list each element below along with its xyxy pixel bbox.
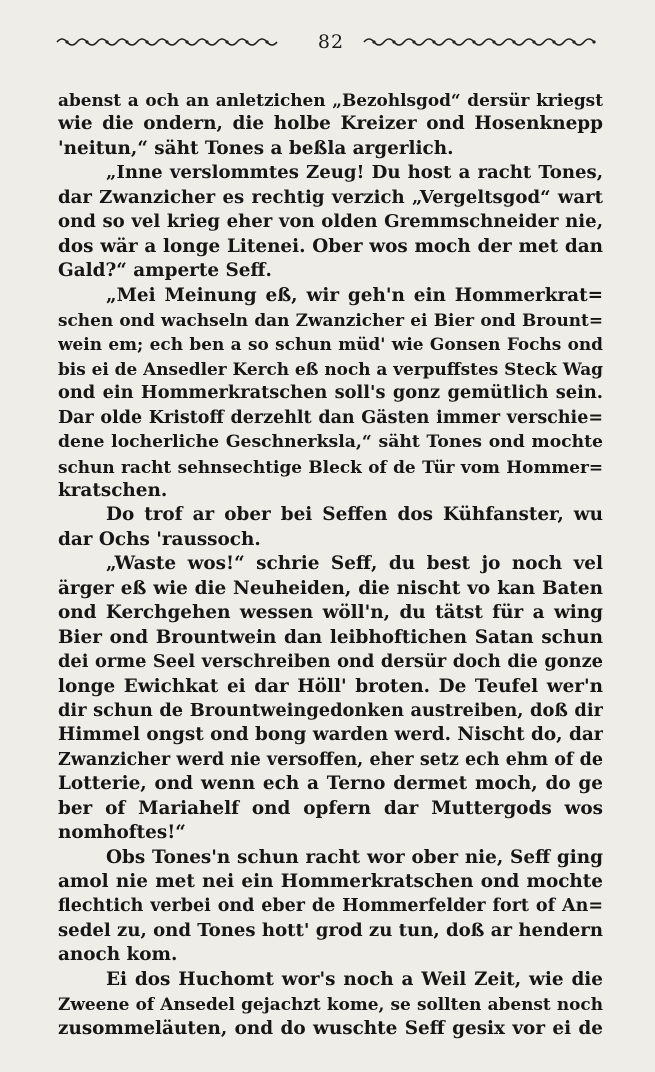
page-header [55,28,607,56]
text-line: amol nie met nei ein Hommerkratschen ond mochte [58,871,603,892]
text-line: Dar olde Kristoff derzehlt dan Gästen immer verschie= [58,407,603,428]
right-ornament-icon [362,37,607,47]
text-line: wie die ondern, die holbe Kreizer ond Hosenknepp [58,113,603,135]
text-line: anoch kom. [58,944,178,966]
text-line: schen ond wachseln dan Zwanzicher ei Bier ond Brount= [58,309,603,330]
text-line: zusommeläuten, ond do wuschte Seff gesix vor ei de [58,1017,603,1039]
text-line: Gald?“ amperte Seff. [58,260,272,282]
text-line: ond Kerchgehen wessen wöll'n, du tätst für a wing [58,602,603,624]
text-line: „Mei Meinung eß, wir geh'n ein Hommerkrat= [106,284,603,306]
text-line: Zwanzicher werd nie versoffen, eher setz ech ehm of de [58,749,603,770]
text-line: dir schun de Brountweingedonken austreiben, doß dir [58,699,603,721]
text-line: Ei dos Huchomt wor's noch a Weil Zeit, wie die [106,968,603,990]
text-line: dene locherliche Geschnerksla,“ säht Tones ond mochte [58,432,603,453]
text-line: longe Ewichkat ei dar Höll' broten. De Teufel wer'n [58,675,603,697]
text-line: dar Ochs 'raussoch. [58,528,261,550]
text-line: ärger eß wie die Neuheiden, die nischt vo kan Baten [58,577,603,599]
text-line: Zweene of Ansedel gejachzt kome, se sollten abenst noch [58,994,603,1015]
text-line: schun racht sehnsechtige Bleck of de Tür vom Hommer= [58,456,603,477]
text-line: „Waste wos!“ schrie Seff, du best jo noch vel [106,553,603,575]
text-line: Himmel ongst ond bong warden werd. Nischt do, dar [58,724,603,746]
text-line: nomhoftes!“ [58,822,186,844]
text-line: Obs Tones'n schun racht wor ober nie, Seff ging [106,846,603,868]
text-line: ond so vel krieg eher von olden Gremmschneider nie, [58,211,603,233]
text-line: wein em; ech ben a so schun müd' wie Gonsen Fochs ond [58,334,603,355]
text-line: Lotterie, ond wenn ech a Terno dermet moch, do ge [58,773,603,795]
text-line: dos wär a longe Litenei. Ober wos moch der met dan [58,235,603,257]
text-line: dei orme Seel verschreiben ond dersür doch die gonze [58,651,603,673]
text-line: dar Zwanzicher es rechtig verzich „Vergeltsgod“ wart [58,186,603,208]
text-line: flechtich verbei ond eber de Hommerfelder fort of An= [58,896,603,917]
text-line: Do trof ar ober bei Seffen dos Kühfanster, wu [106,504,603,526]
text-line: ber of Mariahelf ond opfern dar Muttergods wos [58,797,603,819]
text-line: kratschen. [58,480,168,501]
text-line: „Inne verslommtes Zeug! Du host a racht Tones, [106,162,603,184]
text-line: sedel zu, ond Tones hott' grod zu tun, doß ar hendern [58,919,603,941]
text-line: bis ei de Ansedler Kerch eß noch a verpuffstes Steck Wag [58,358,603,379]
text-line: Bier ond Brountwein dan leibhoftichen Satan schun [58,626,603,648]
body-text [58,88,603,1041]
left-ornament-icon [55,37,300,47]
text-line: 'neitun,“ säht Tones a beßla argerlich. [58,137,454,159]
text-line: ond ein Hommerkratschen soll's gonz gemütlich sein. [58,382,603,404]
page-number: 82 [317,31,345,53]
text-line: abenst a och an anletzichen „Bezohlsgod“ dersür kriegst [58,90,603,110]
